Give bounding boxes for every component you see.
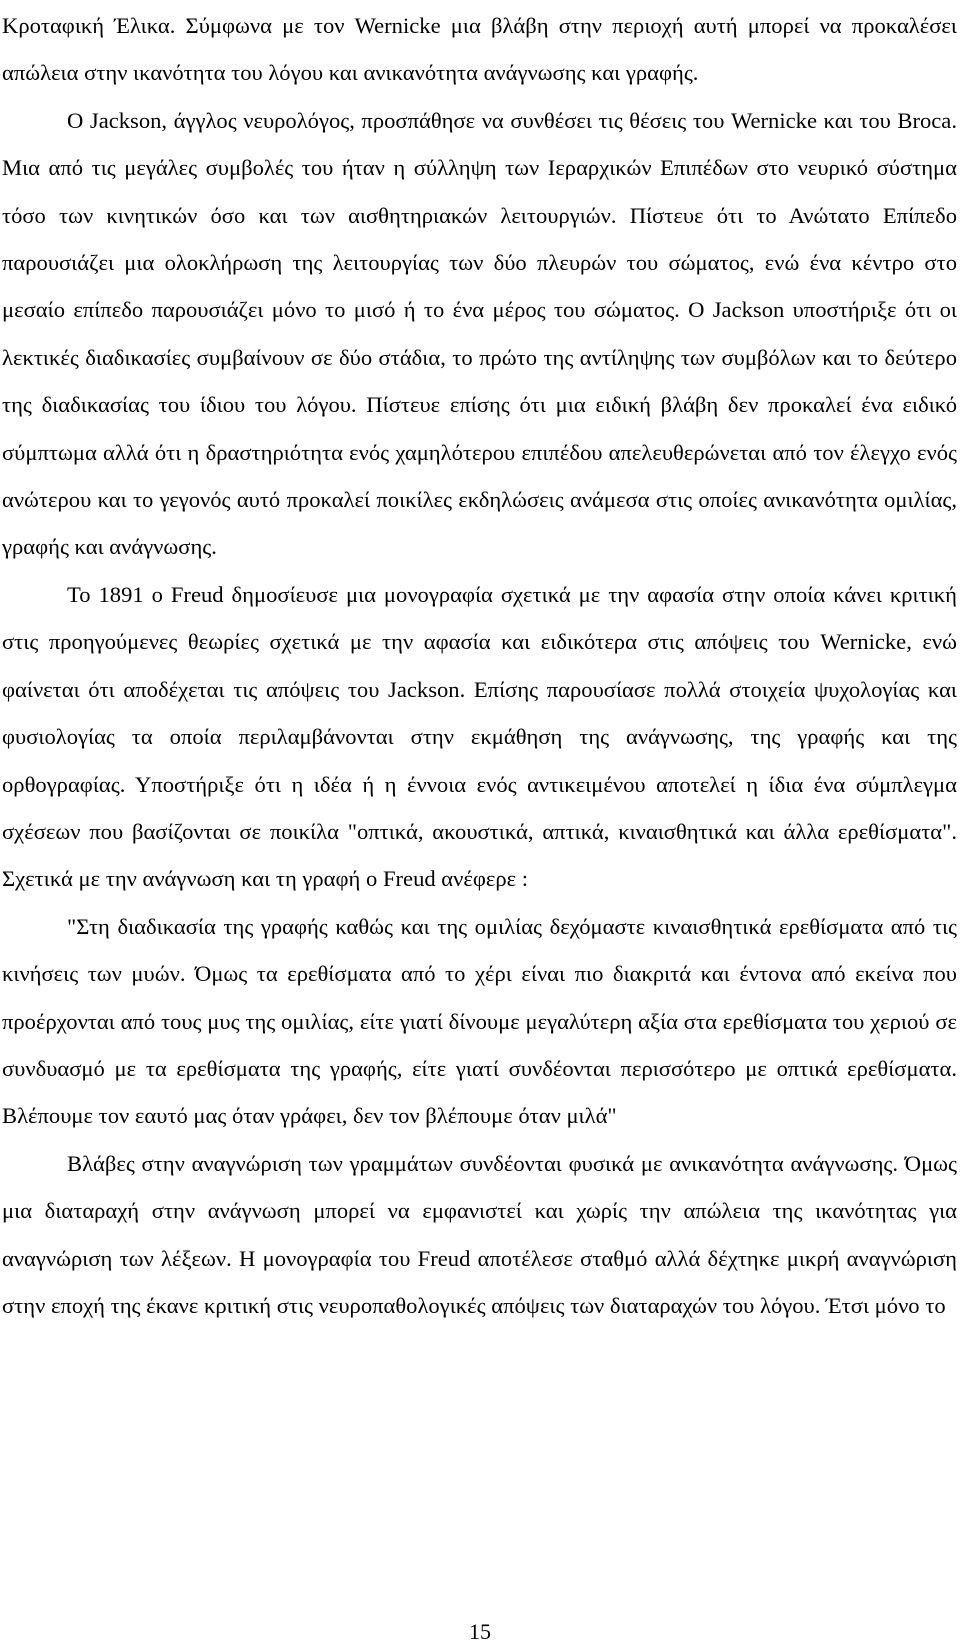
paragraph-letter-recognition: Βλάβες στην αναγνώριση των γραμμάτων συνδέονται φυσικά με ανικανότητα ανάγνωσης. Όμως μια διαταραχή στην ανάγνωση μπορεί να εμφανιστεί και χωρίς την απώλεια της ικανότητας για αναγνώριση των λέξεων. Η μονογραφία του Freud αποτέλεσε σταθμό αλλά δέχτηκε μικρή αναγνώριση στην εποχή της έκανε κριτική στις νευροπαθολογικές απόψεις των διαταραχών του λόγου. Έτσι μόνο το: [2, 1150, 957, 1318]
paragraph-freud-monograph: Το 1891 ο Freud δημοσίευσε μια μονογραφία σχετικά με την αφασία στην οποία κάνει κριτική στις προηγούμενες θεωρίες σχετικά με την αφασία και ειδικότερα στις απόψεις του Wernicke, ενώ φαίνεται ότι αποδέχεται τις απόψεις του Jackson. Επίσης παρουσίασε πολλά στοιχεία ψυχολογίας και φυσιολογίας τα οποία περιλαμβάνονται στην εκμάθηση της ανάγνωσης, της γραφής και της ορθογραφίας. Υποστήριξε ότι η ιδέα ή η έννοια ενός αντικειμένου αποτελεί η ίδια ένα σύμπλεγμα σχέσεων που βασίζονται σε ποικίλα "οπτικά, ακουστικά, απτικά, κιναισθητικά και άλλα ερεθίσματα". Σχετικά με την ανάγνωση και τη γραφή ο Freud ανέφερε :: [2, 581, 957, 892]
page-number: 15: [469, 1619, 491, 1644]
paragraph-jackson: Ο Jackson, άγγλος νευρολόγος, προσπάθησε να συνθέσει τις θέσεις του Wernicke και του Broca. Μια από τις μεγάλες συμβολές του ήταν η σύλληψη των Ιεραρχικών Επιπέδων στο νευρικό σύστημα τόσο των κινητικών όσο και των αισθητηριακών λειτουργιών. Πίστευε ότι το Ανώτατο Επίπεδο παρουσιάζει μια ολοκλήρωση της λειτουργίας των δύο πλευρών του σώματος, ενώ ένα κέντρο στο μεσαίο επίπεδο παρουσιάζει μόνο το μισό ή το ένα μέρος του σώματος. Ο Jackson υποστήριξε ότι οι λεκτικές διαδικασίες συμβαίνουν σε δύο στάδια, το πρώτο της αντίληψης των συμβόλων και το δεύτερο της διαδικασίας του ίδιου του λόγου. Πίστευε επίσης ότι μια ειδική βλάβη δεν προκαλεί ένα ειδικό σύμπτωμα αλλά ότι η δραστηριότητα ενός χαμηλότερου επιπέδου απελευθερώνεται από τον έλεγχο ενός ανώτερου και το γεγονός αυτό προκαλεί ποικίλες εκδηλώσεις ανάμεσα στις οποίες ανικανότητα ομιλίας, γραφής και ανάγνωσης.: [2, 107, 957, 560]
paragraph-wernicke-temporal: Κροταφική Έλικα. Σύμφωνα με τον Wernicke μια βλάβη στην περιοχή αυτή μπορεί να προκαλέσει απώλεια στην ικανότητα του λόγου και ανικανότητα ανάγνωσης και γραφής.: [2, 13, 957, 86]
document-page: [2, 2, 957, 1329]
paragraph-freud-quote: "Στη διαδικασία της γραφής καθώς και της ομιλίας δεχόμαστε κιναισθητικά ερεθίσματα από τις κινήσεις των μυών. Όμως τα ερεθίσματα από το χέρι είναι πιο διακριτά και έντονα από εκείνα που προέρχονται από τους μυς της ομιλίας, είτε γιατί δίνουμε μεγαλύτερη αξία στα ερεθίσματα του χεριού σε συνδυασμό με τα ερεθίσματα της γραφής, είτε γιατί συνδέονται περισσότερο με οπτικά ερεθίσματα. Βλέπουμε τον εαυτό μας όταν γράφει, δεν τον βλέπουμε όταν μιλά": [2, 913, 957, 1129]
